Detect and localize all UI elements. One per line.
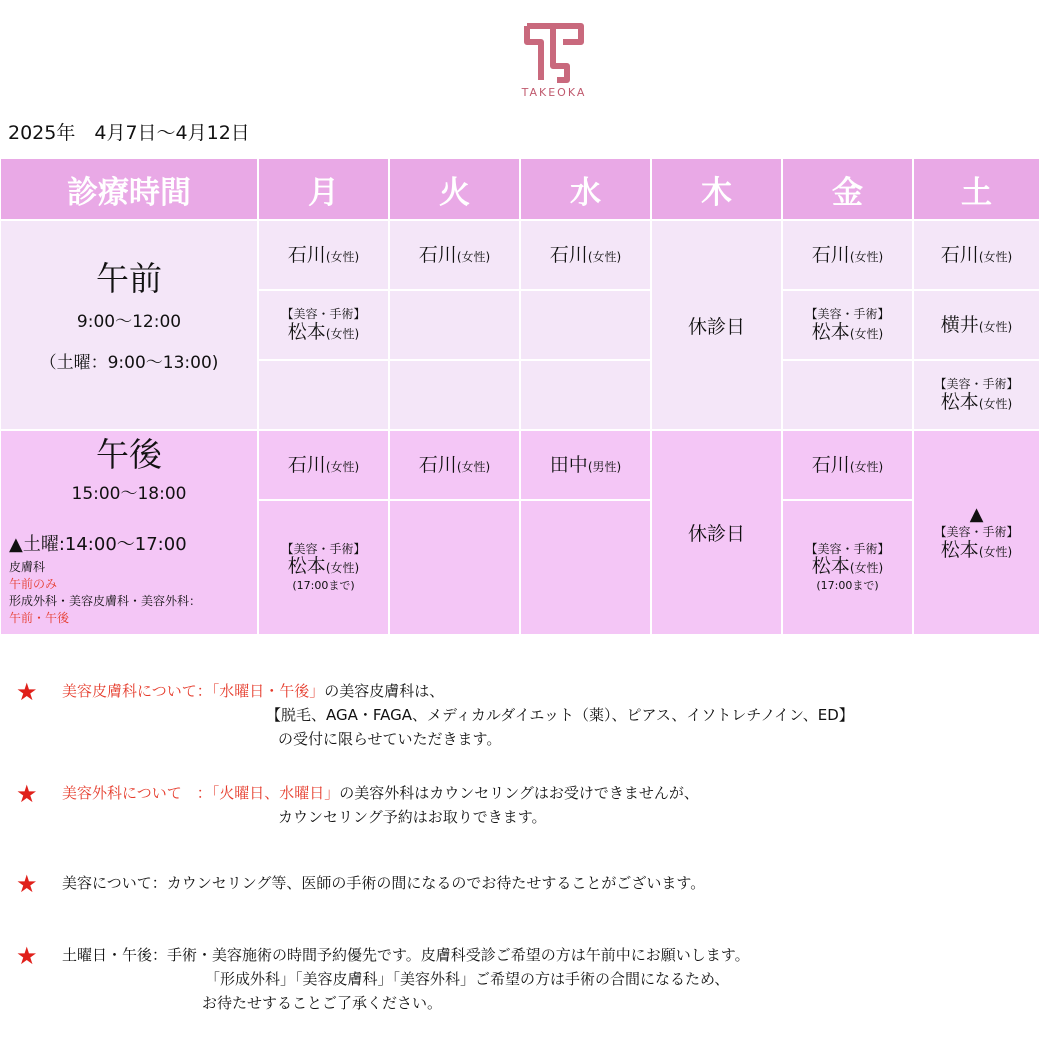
pm-time: 15:00〜18:00 bbox=[71, 484, 187, 505]
note-3-line-1: 美容について：カウンセリング等、医師の手術の間になるのでお待たせすることがございます。 bbox=[62, 874, 706, 892]
header-corner: 診療時間 bbox=[0, 158, 258, 220]
pm-sat-mark: ▲ bbox=[969, 504, 984, 526]
pm-others-note: 午前・午後 bbox=[9, 611, 70, 626]
am-mon-1: 石川(女性) bbox=[258, 220, 389, 290]
pm-mon-2: 【美容・手術】 松本(女性) (17:00まで) bbox=[258, 500, 389, 635]
am-thu-closed: 休診日 bbox=[651, 220, 782, 430]
note-1-line-2: 【脱毛、AGA・FAGA、メディカルダイエット（薬）、ピアス、イソトレチノイン、ED】 bbox=[266, 706, 854, 724]
note-4-line-2: 「形成外科」「美容皮膚科」「美容外科」ご希望の方は手術の合間になるため、 bbox=[205, 970, 730, 988]
am-fri-2: 【美容・手術】 松本(女性) bbox=[782, 290, 913, 360]
pm-derm-note: 午前のみ bbox=[9, 577, 58, 592]
am-wed-1: 石川(女性) bbox=[520, 220, 651, 290]
am-title: 午前 bbox=[96, 259, 162, 298]
pm-dept-others: 形成外科・美容皮膚科・美容外科： bbox=[9, 594, 202, 609]
note-1-line-3: の受付に限らせていただきます。 bbox=[278, 730, 502, 748]
clinic-logo bbox=[512, 22, 596, 99]
header-thu: 木 bbox=[651, 158, 782, 220]
logo-text: TAKEOKA bbox=[521, 86, 587, 99]
pm-period-cell bbox=[0, 430, 258, 635]
am-period-cell bbox=[0, 220, 258, 430]
am-time: 9:00〜12:00 bbox=[76, 312, 182, 333]
schedule-table bbox=[0, 158, 1040, 635]
am-mon-2: 【美容・手術】 松本(女性) bbox=[258, 290, 389, 360]
am-mon-3 bbox=[258, 360, 389, 430]
header-wed: 水 bbox=[520, 158, 651, 220]
pm-sat-cell: ▲ 【美容・手術】 松本(女性) bbox=[913, 430, 1040, 635]
header-sat: 土 bbox=[913, 158, 1040, 220]
am-tue-2 bbox=[389, 290, 520, 360]
am-sat-3: 【美容・手術】 松本(女性) bbox=[913, 360, 1040, 430]
takeoka-logo-icon bbox=[523, 22, 585, 84]
note-2-line-2: カウンセリング予約はお取りできます。 bbox=[278, 808, 547, 826]
pm-fri-1: 石川(女性) bbox=[782, 430, 913, 500]
am-wed-2 bbox=[520, 290, 651, 360]
note-4-line-1: 土曜日・午後：手術・美容施術の時間予約優先です。皮膚科受診ご希望の方は午前中にお願いします。 bbox=[62, 946, 750, 964]
pm-dept-derm: 皮膚科 bbox=[9, 560, 46, 575]
am-sat-1: 石川(女性) bbox=[913, 220, 1040, 290]
pm-tue-2 bbox=[389, 500, 520, 635]
am-tue-3 bbox=[389, 360, 520, 430]
am-sat-2: 横井(女性) bbox=[913, 290, 1040, 360]
star-icon: ★ bbox=[16, 678, 38, 706]
pm-wed-1: 田中(男性) bbox=[520, 430, 651, 500]
star-icon: ★ bbox=[16, 870, 38, 898]
header-mon: 月 bbox=[258, 158, 389, 220]
am-tue-1: 石川(女性) bbox=[389, 220, 520, 290]
pm-title: 午後 bbox=[96, 435, 162, 474]
note-1-line-1: 美容皮膚科について：「水曜日・午後」の美容皮膚科は、 bbox=[62, 682, 445, 700]
pm-fri-2: 【美容・手術】 松本(女性) (17:00まで) bbox=[782, 500, 913, 635]
pm-mon-1: 石川(女性) bbox=[258, 430, 389, 500]
pm-tue-1: 石川(女性) bbox=[389, 430, 520, 500]
pm-wed-2 bbox=[520, 500, 651, 635]
star-icon: ★ bbox=[16, 942, 38, 970]
am-wed-3 bbox=[520, 360, 651, 430]
note-2-line-1: 美容外科について ：「火曜日、水曜日」の美容外科はカウンセリングはお受けできませんが、 bbox=[62, 784, 699, 802]
pm-thu-closed: 休診日 bbox=[651, 430, 782, 635]
pm-saturday-time: ▲土曜:14:00〜17:00 bbox=[9, 534, 187, 556]
am-fri-3 bbox=[782, 360, 913, 430]
star-icon: ★ bbox=[16, 780, 38, 808]
am-saturday-time: （土曜：9:00〜13:00) bbox=[39, 353, 219, 374]
date-range: 2025年 4月7日〜4月12日 bbox=[8, 122, 250, 144]
header-fri: 金 bbox=[782, 158, 913, 220]
header-tue: 火 bbox=[389, 158, 520, 220]
am-fri-1: 石川(女性) bbox=[782, 220, 913, 290]
note-4-line-3: お待たせすることご了承ください。 bbox=[202, 994, 443, 1012]
